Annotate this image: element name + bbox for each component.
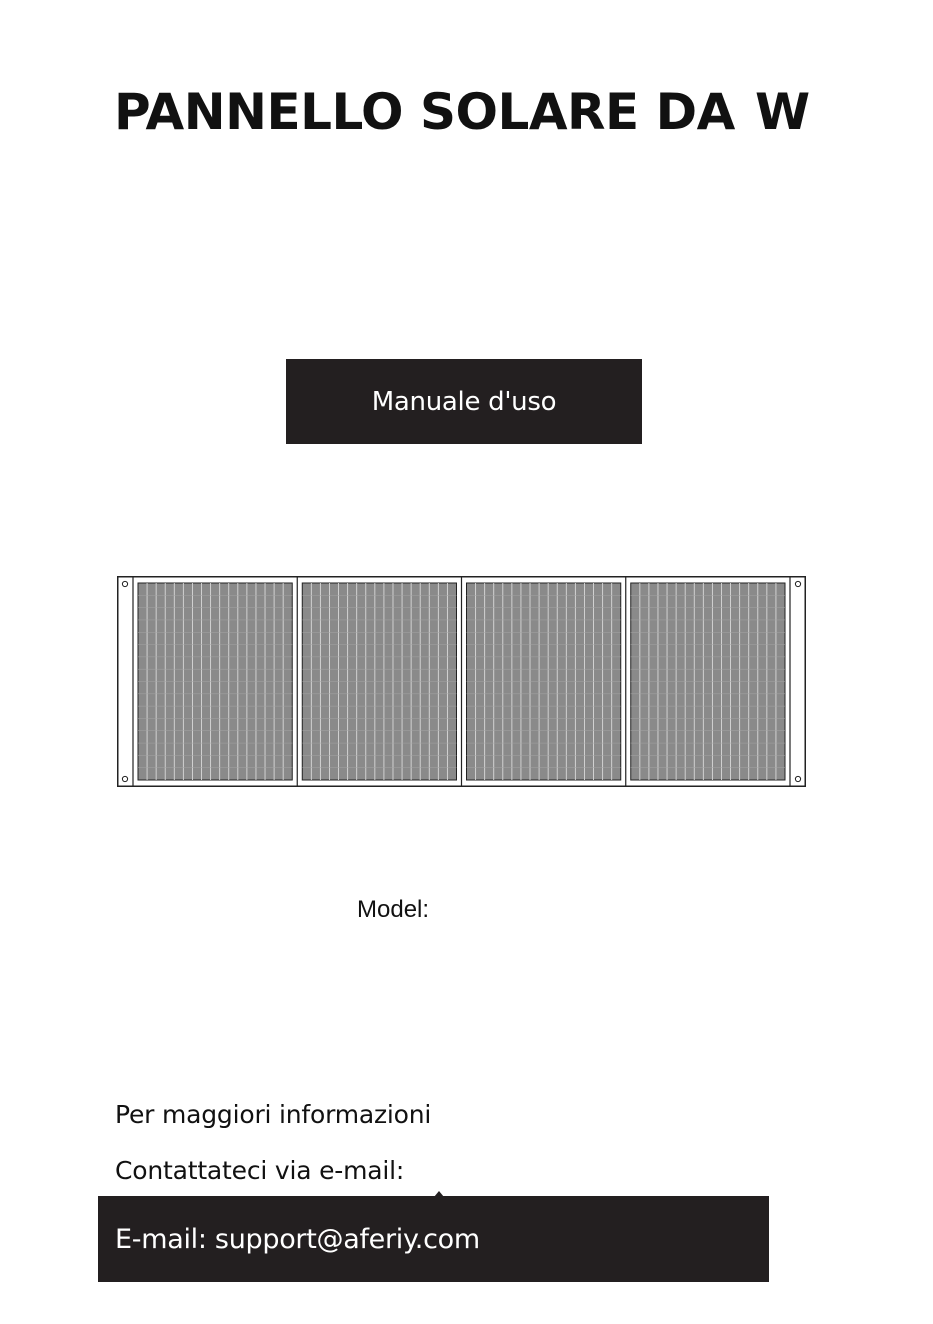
info-line-2: Contattateci via e-mail: [115, 1156, 405, 1185]
solar-panel-icon [117, 576, 806, 787]
model-label: Model: [357, 896, 430, 923]
email-banner [98, 1196, 769, 1282]
email-text: E-mail: support@aferiy.com [115, 1223, 480, 1255]
grommet-icon [122, 581, 127, 586]
grommet-icon [122, 776, 127, 781]
title-text: PANNELLO SOLARE DA [114, 83, 735, 141]
title-unit: W [755, 83, 811, 141]
manual-label: Manuale d'uso [371, 386, 557, 417]
info-line-1: Per maggiori informazioni [115, 1100, 432, 1129]
grommet-icon [795, 581, 800, 586]
manual-banner [286, 359, 642, 444]
grommet-icon [795, 776, 800, 781]
